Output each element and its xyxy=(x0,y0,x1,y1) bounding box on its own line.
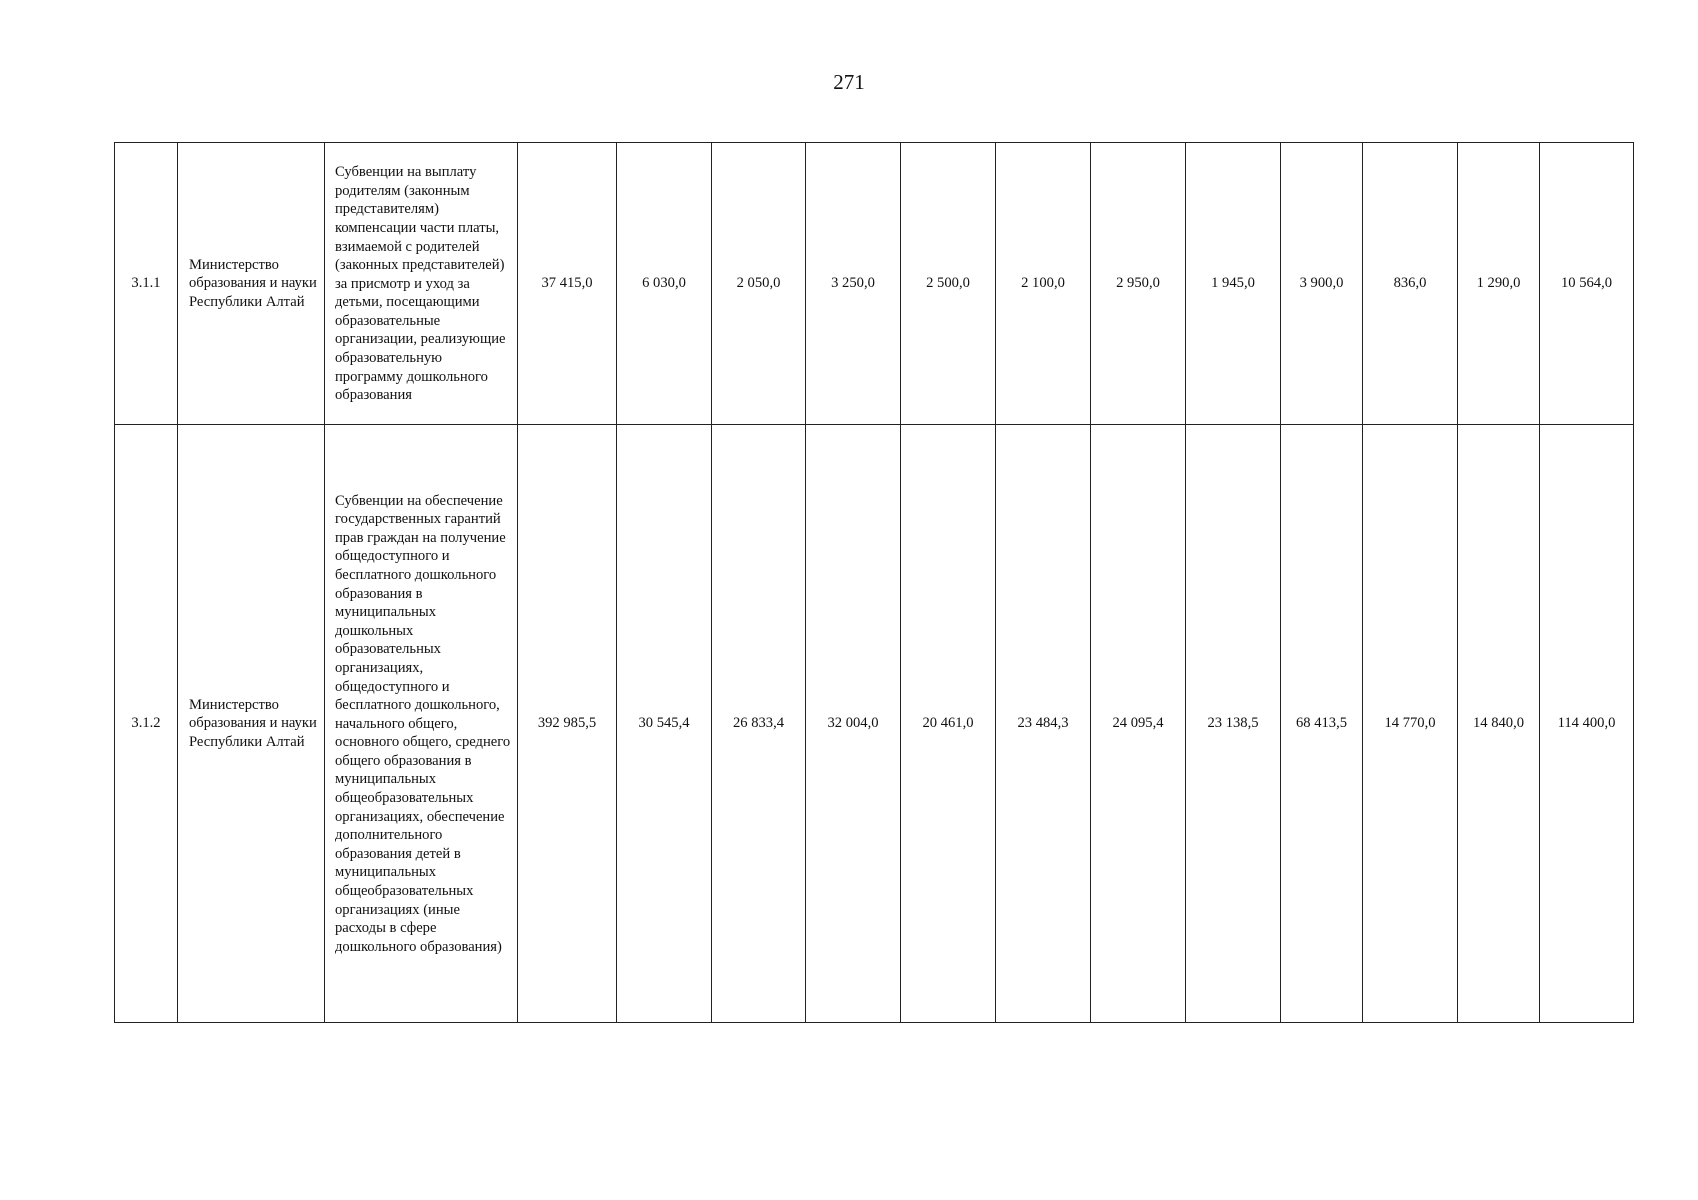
value-cell: 6 030,0 xyxy=(617,143,712,425)
value-cell: 14 770,0 xyxy=(1363,425,1458,1023)
row-executor: Министерство образования и науки Республики Алтай xyxy=(178,425,325,1023)
value-cell: 10 564,0 xyxy=(1540,143,1634,425)
budget-table xyxy=(114,142,1634,1023)
row-code: 3.1.2 xyxy=(115,425,178,1023)
value-total: 392 985,5 xyxy=(518,425,617,1023)
value-cell: 1 945,0 xyxy=(1186,143,1281,425)
value-cell: 2 950,0 xyxy=(1091,143,1186,425)
value-cell: 114 400,0 xyxy=(1540,425,1634,1023)
value-cell: 26 833,4 xyxy=(712,425,806,1023)
value-cell: 2 500,0 xyxy=(901,143,996,425)
value-cell: 2 100,0 xyxy=(996,143,1091,425)
row-code: 3.1.1 xyxy=(115,143,178,425)
table-row xyxy=(115,425,1634,1023)
value-cell: 30 545,4 xyxy=(617,425,712,1023)
value-cell: 3 900,0 xyxy=(1281,143,1363,425)
row-executor: Министерство образования и науки Республики Алтай xyxy=(178,143,325,425)
value-cell: 836,0 xyxy=(1363,143,1458,425)
row-description: Субвенции на обеспечение государственных гарантий прав граждан на получение общедоступного и бесплатного дошкольного образования в муниципальных дошкольных образовательных организациях, общедоступного и бесплатного дошкольного, начального общего, основного общего, среднего общего образования в муниципальных общеобразовательных организациях, обеспечение дополнительного образования детей в муниципальных общеобразовательных организациях (иные расходы в сфере дошкольного образования) xyxy=(325,425,518,1023)
value-total: 37 415,0 xyxy=(518,143,617,425)
page-number: 271 xyxy=(833,70,865,94)
row-description: Субвенции на выплату родителям (законным представителям) компенсации части платы, взимаемой с родителей (законных представителей) за присмотр и уход за детьми, посещающими образовательные организации, реализующие образовательную программу дошкольного образования xyxy=(325,143,518,425)
value-cell: 2 050,0 xyxy=(712,143,806,425)
value-cell: 20 461,0 xyxy=(901,425,996,1023)
value-cell: 32 004,0 xyxy=(806,425,901,1023)
value-cell: 23 484,3 xyxy=(996,425,1091,1023)
value-cell: 1 290,0 xyxy=(1458,143,1540,425)
value-cell: 24 095,4 xyxy=(1091,425,1186,1023)
value-cell: 68 413,5 xyxy=(1281,425,1363,1023)
table-row xyxy=(115,143,1634,425)
value-cell: 23 138,5 xyxy=(1186,425,1281,1023)
value-cell: 14 840,0 xyxy=(1458,425,1540,1023)
value-cell: 3 250,0 xyxy=(806,143,901,425)
